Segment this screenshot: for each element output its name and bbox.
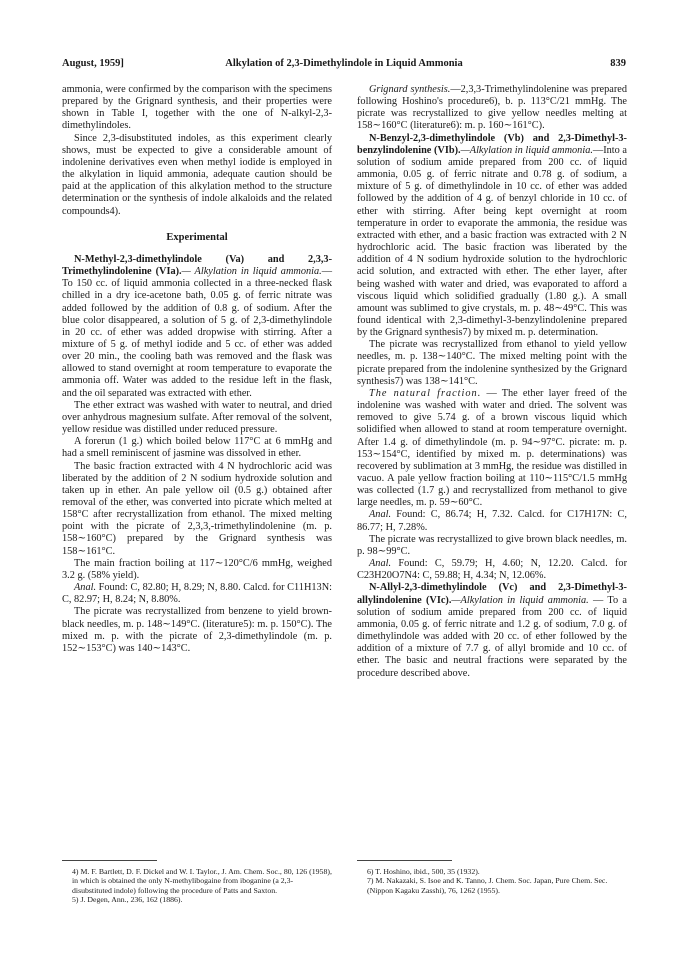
right-column xyxy=(357,84,627,680)
anal-label: Anal. xyxy=(369,558,392,570)
fraction-label: The natural fraction. xyxy=(369,387,482,399)
anal-text: Found: C, 59.79; H, 4.60; N, 12.20. Calcd. for C23H20O7N4: C, 59.88; H, 4.34; N, 12.06%. xyxy=(357,558,627,582)
footnote: 6) T. Hoshino, ibid., 500, 35 (1932). xyxy=(367,867,480,876)
paragraph: The picrate was recrystallized from benzene to yield brown-black needles, m. p. 148∼149°C. (literature5): m. p. 150°C). The mixed m. p. with the picrate of 2,3-dimethylindole (m. p. 152∼153°C) was 140∼143°C. xyxy=(62,606,332,654)
page-number: 839 xyxy=(610,58,626,69)
paragraph: The ether extract was washed with water to neutral, and dried over anhydrous magnesium sulfate. After removal of the solvent, yellow residue was distilled under reduced pressure. xyxy=(62,399,332,436)
method-label: — Alkylation in liquid ammonia. xyxy=(181,266,322,278)
compound-section xyxy=(357,133,627,340)
compound-title: N-Methyl-2,3-dimethylindole (Va) and 2,3,3-Trimethylindolenine (VIa). xyxy=(62,253,332,278)
anal-label: Anal. xyxy=(74,582,97,594)
procedure-text: —Into a solution of sodium amide prepared from 200 cc. of liquid ammonia, 0.05 g. of ferric nitrate and 0.78 g. of sodium, a mixture of 5 g. of dimethylindole in 10 cc. of ether was added followed by the addition of 4 g. of benzyl chloride in 10 cc. of ether with stirring. After being kept overnight at room temperature in order to evaporate the ammonia, the residue was extracted with ether, and a basic fraction was extracted with 2 N hydrochloric acid. The basic fraction was liberated by the addition of 4 N sodium hydroxide solution to the hydrochloric acid solution, and extracted with ether. The ether layer, after being washed with water and dried, was evaporated to afford a viscous liquid which solidified gradually (1.80 g.). A small amount was sublimed to give crystals, m. p. 48∼49°C. This was found identical with 2,3-dimethyl-3-benzylindolenine prepared by the Grignard synthesis7) by mixed m. p. determination. xyxy=(357,144,628,339)
procedure-text: — The ether layer freed of the indolenine was washed with water and dried. The solvent was removed to give 5.74 g. of a brown viscous liquid which solidified when allowed to stand at room temperature overnight. After 1.4 g. of dimethylindole (m. p. 94∼97°C. picrate: m. p. 153∼154°C, identified by mixed m. p. determinations) was recovered by sublimation at 3 mmHg, the residue was distilled in vacuo. A pale yellow fraction boiling at 110∼115°C/1.5 mmHg was collected (1.7 g.) and recrystallized from methanol to give large needles, m. p. 59∼60°C. xyxy=(357,387,627,509)
paragraph: A forerun (1 g.) which boiled below 117°C at 6 mmHg and had a smell reminiscent of jasmine was dissolved in ether. xyxy=(62,436,332,460)
analysis xyxy=(357,558,627,582)
paragraph: The basic fraction extracted with 4 N hydrochloric acid was liberated by the addition of 2 N sodium hydroxide solution and taken up in ether. An pale yellow oil (0.5 g.) obtained after removal of the ether, was converted into picrate which melted at 158°C after recrystallization from ethanol. The mixed melting point with the picrate of 2,3,3,-trimethylindolenine (m. p. 158∼160°C) prepared by the Grignard synthesis was 158∼161°C. xyxy=(62,460,332,557)
method-label: Grignard synthesis. xyxy=(369,84,451,95)
left-column xyxy=(62,84,332,655)
paragraph: ammonia, were confirmed by the comparison with the specimens prepared by the Grignard synthesis, and their properties were shown in Table I, together with the one of N-alkyl-2,3-dimethylindoles. xyxy=(62,84,332,132)
anal-text: Found: C, 86.74; H, 7.32. Calcd. for C17H17N: C, 86.77; H, 7.28%. xyxy=(357,509,627,533)
footnote: 5) J. Degen, Ann., 236, 162 (1886). xyxy=(72,895,183,905)
footnote: 4) M. F. Bartlett, D. F. Dickel and W. I. Taylor., J. Am. Chem. Soc., 80, 126 (1958), in which is obtained the only N-methylibogaine from iboganine (a 2,3-disubstituted indole) following the procedure of Patts and Saxton. xyxy=(72,867,332,895)
procedure-text: —To 150 cc. of liquid ammonia collected in a three-necked flask chilled in a dry ice-acetone bath, 0.05 g. of ferric nitrate was added followed by the addition of 0.8 g. of sodium. After the blue color disappeared, a solution of 5 g. of 2,3-dimethylindole in 20 cc. of ether was added dropwise with stirring. After a mixture of 5 g. of methyl iodide and 5 cc. of ether was added over 20 min., the cooling bath was removed and the flask was allowed to stand overnight at room temperature to evaporate the ammonia off. Water was added to the residue left in the flask, and the oil separated was extracted with ether. xyxy=(62,266,332,399)
method-label: —Alkylation in liquid ammonia. xyxy=(460,144,593,156)
analysis xyxy=(357,509,627,533)
paragraph: The picrate was recrystallized from ethanol to yield yellow needles, m. p. 138∼140°C. The mixed melting point with the picrate prepared from the indolenine synthesized by the Grignard synthesis7) was 138∼141°C. xyxy=(357,339,627,387)
compound-title: N-Benzyl-2,3-dimethylindole (Vb) and 2,3-Dimethyl-3-benzylindolenine (VIb). xyxy=(357,132,627,156)
anal-label: Anal. xyxy=(369,509,392,521)
running-header xyxy=(62,58,626,74)
paragraph: The main fraction boiling at 117∼120°C/6 mmHg, weighed 3.2 g. (58% yield). xyxy=(62,557,332,581)
compound-title: N-Allyl-2,3-dimethylindole (Vc) and 2,3-Dimethyl-3-allylindolenine (VIc). xyxy=(357,582,627,606)
footnote-rule xyxy=(62,860,157,861)
footnote-rule xyxy=(357,860,452,861)
paragraph: The picrate was recrystallized to give brown black needles, m. p. 98∼99°C. xyxy=(357,533,627,557)
header-title: Alkylation of 2,3-Dimethylindole in Liquid Ammonia xyxy=(225,58,463,69)
footnotes-right xyxy=(357,848,627,895)
footnote: 7) M. Nakazaki, S. Isoe and K. Tanno, J. Chem. Soc. Japan, Pure Chem. Sec. (Nippon Kagaku Zasshi), 76, 1262 (1955). xyxy=(367,876,608,895)
section-heading: Experimental xyxy=(166,231,228,243)
analysis xyxy=(62,582,332,606)
footnotes-left xyxy=(62,848,332,905)
compound-section xyxy=(357,582,627,679)
grignard-section xyxy=(357,84,627,133)
method-label: —Alkylation in liquid ammonia. xyxy=(451,594,589,606)
compound-section xyxy=(62,254,332,400)
header-date: August, 1959] xyxy=(62,58,124,69)
procedure-text: —2,3,3-Trimethylindolenine was prepared following Hoshino's procedure6), b. p. 113°C/21 mmHg. The picrate was recrystallized to give yellow needles melting at 158∼160°C (literature6): m. p. 160∼161°C). xyxy=(357,84,627,132)
natural-fraction xyxy=(357,388,627,510)
procedure-text: — To a solution of sodium amide prepared from 200 cc. of liquid ammonia, 0.05 g. of ferric nitrate and 1.2 g. of sodium, 7.0 g. of dimethylindole was added with 20 cc. of ether followed by the addition of a mixture of 7.7 g. of allyl bromide and 10 cc. of ether. The basic and neutral fractions were separated by the procedure described above. xyxy=(357,594,628,679)
paragraph: Since 2,3-disubstituted indoles, as this experiment clearly shows, must be expected to give a considerable amount of indolenine derivatives even when methyl iodide is employed in the alkylation in liquid ammonia, adequate caution should be paid at the application of this alkylation method to the structure determination or the synthesis of indole alkaloids and the related compounds4). xyxy=(62,132,332,217)
anal-text: Found: C, 82.80; H, 8.29; N, 8.80. Calcd. for C11H13N: C, 82.97; H, 8.24; N, 8.80%. xyxy=(62,582,332,606)
